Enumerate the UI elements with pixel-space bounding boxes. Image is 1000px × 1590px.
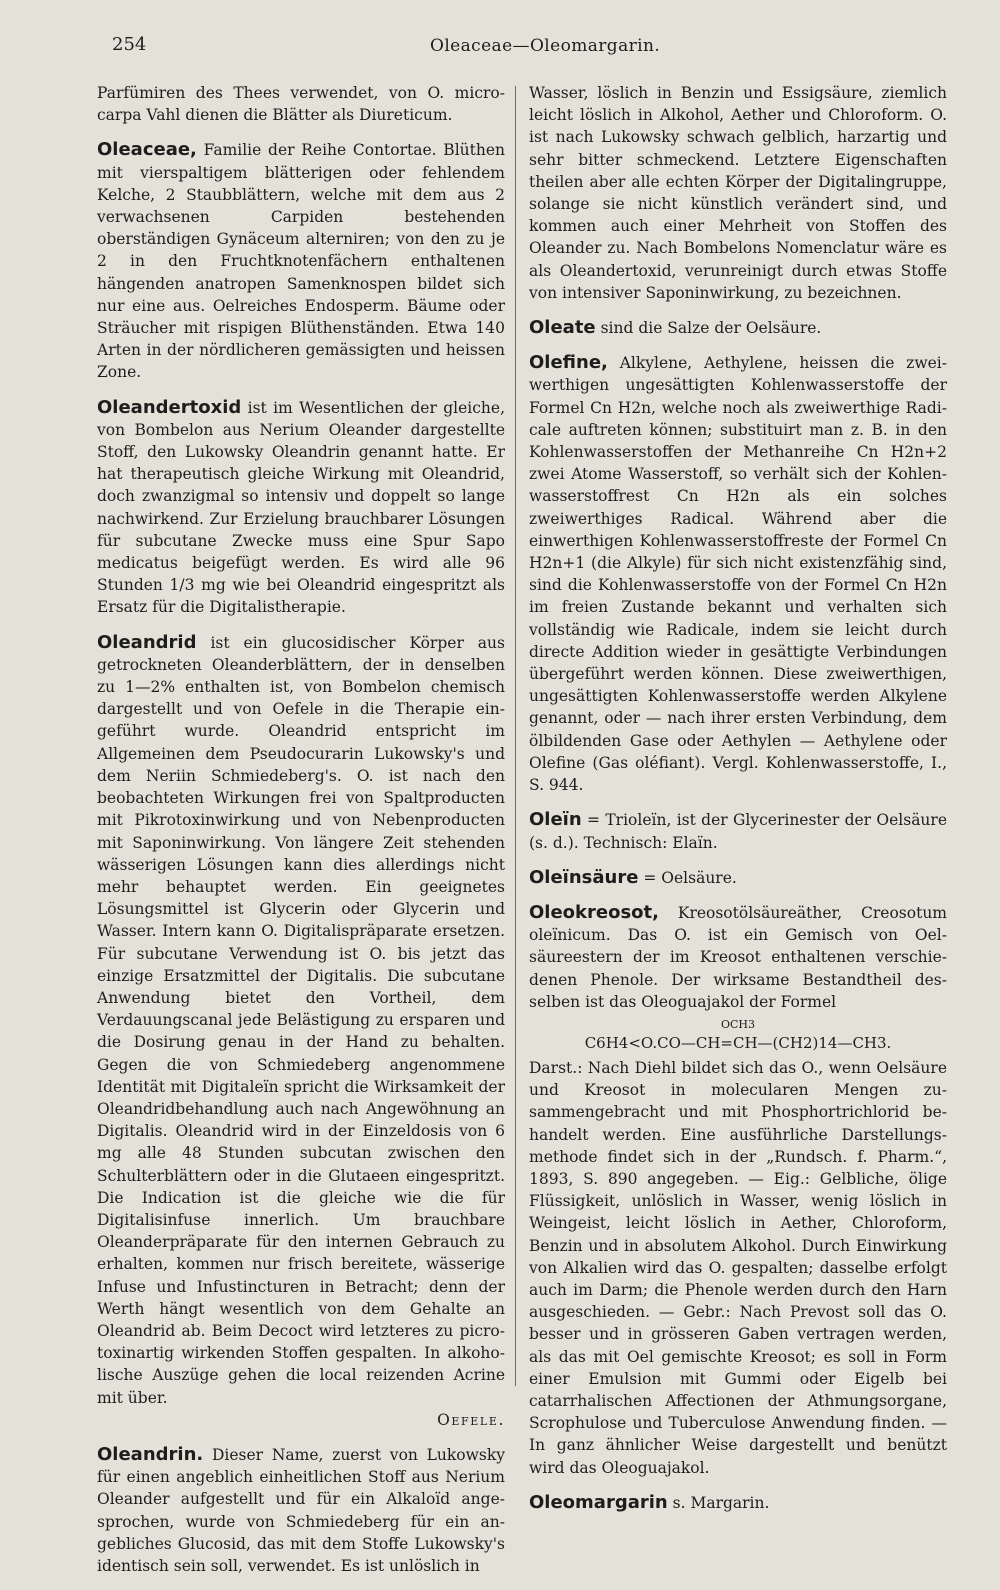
entry-text: = Oelsäure. — [643, 868, 737, 887]
page-header — [0, 34, 1000, 64]
entry-headword: Oleate — [529, 317, 596, 339]
entry-text: sind die Salze der Oelsäure. — [600, 319, 822, 338]
entry-headword: Oleandrid — [97, 631, 197, 653]
entry-oleaceae — [97, 139, 505, 383]
author-signature: Oefele. — [437, 1410, 505, 1429]
entry-text: Darst.: Nach Diehl bildet sich das O., wenn Oelsäure und Kreosot in molecularen Mengen zusammengebracht und mit Phosphortrichlorid behandelt werden. Eine ausführliche Darstellungsmethode findet sich in der „Rundsch. f. Pharm.“, 1893, S. 890 angegeben. — Eig.: Gelbliche, ölige Flüssigkeit, unlöslich in Wasser, wenig löslich in Weingeist, leicht löslich in Aether, Chloroform, Benzin und in absolutem Alkohol. Durch Einwirkung von Alkalien wird das O. gespalten; dasselbe erfolgt auch im Darm; die Phenole werden durch den Harn ausgeschieden. — Gebr.: Nach Prevost soll das O. besser und in grösseren Gaben vertragen werden, als das mit Oel gemischte Kreosot; es soll in Form einer Emulsion mit Gummi oder Eigelb bei catarrhalischen Affectionen der Athmungsorgane, Scrophulose und Tuberculose Anwendung finden. — In ganz ähnlicher Weise dargestellt und benützt wird das Oleoguajakol. — [529, 1058, 947, 1477]
entry-text: Parfümiren des Thees verwendet, von O. microcarpa Vahl dienen die Blätter als Diureticum. — [97, 84, 505, 125]
formula-line-upper: OCH3 — [720, 1017, 756, 1031]
entry-headword: Oleomargarin — [529, 1491, 668, 1513]
entry-text: ist ein glucosidischer Körper aus getrockneten Oleanderblättern, der in denselben zu 1—2% enthalten ist, von Bombelon chemisch dargestellt und von Oefele in die Therapie eingeführt wurde. Oleandrid entspricht im Allgemeinen dem Pseudocurarin Lukowsky's und dem Neriin Schmiedeberg's. O. ist nach den beobachteten Wirkungen frei von Spaltproducten mit Pikrotoxinwirkung und von Nebenproducten mit Saponinwirkung. Von längere Zeit stehenden wässerigen Lösungen kann dies allerdings nicht mehr behauptet werden. Ein geeignetes Lösungsmittel ist Glycerin oder Glycerin und Wasser. Intern kann O. Digitalispräparate ersetzen. Für subcutane Verwendung ist O. bis jetzt das einzige Ersatzmittel der Digitalis. Die subcutane Anwendung bietet den Vortheil, dem Verdauungscanal jede Belästigung zu ersparen und die Dosirung genau in der Hand zu behalten. Gegen die von Schmiedeberg angenommene Identität mit Digitaleïn spricht die Wirksamkeit der Oleandridbehandlung auch nach Angewöhnung an Digitalis. Oleandrid wird in der Einzeldosis von 6 mg alle 48 Stunden subcutan zwischen den Schulterblättern oder in die Glutaeen eingespritzt. Die Indication ist die gleiche wie die für Digitalisinfuse innerlich. Um brauchbare Oleanderpräparate für den internen Gebrauch zu erhalten, kommen nur frisch bereitete, wässerige Infuse und Infustincturen in Betracht; denn der Werth hängt wesentlich von dem Gehalte an Oleandrid ab. Beim Decoct wird letzteres zu picrotoxinartig wirkenden Stoffen gespalten. In alkoholische Auszüge gehen die local reizenden Acrine mit über. — [97, 633, 505, 1407]
entry-olefine — [529, 352, 947, 796]
entry-oleandertoxid — [97, 397, 505, 619]
running-title: Oleaceae—Oleomargarin. — [430, 36, 661, 56]
entry-text: Wasser, löslich in Benzin und Essigsäure, ziemlich leicht löslich in Alkohol, Aether und Chloroform. O. ist nach Lukowsky schwach gelblich, harzartig und sehr bitter schmeckend. Letztere Eigenschaften theilen aber alle echten Körper der Digitalingruppe, solange sie nicht künstlich verändert sind, und kommen auch einer Mehrheit von Stoffen des Oleander zu. Nach Bombelons Nomenclatur wäre es als Oleandertoxid, verunreinigt durch etwas Stoffe von intensiver Saponinwirkung, zu bezeichnen. — [529, 84, 947, 302]
entry-headword: Oleokreosot, — [529, 901, 659, 923]
entry-headword: Oleandertoxid — [97, 396, 242, 418]
entry-headword: Oleïn — [529, 809, 582, 831]
entry-text: Familie der Reihe Contortae. Blüthen mit vierspaltigem blätterigen oder fehlendem Kelche, 2 Staubblättern, welche mit dem aus 2 verwachsenen Carpiden bestehenden oberständigen Gynäceum alterniren; von den zu je 2 in den Fruchtknotenfächern enthaltenen hängenden anatropen Samenknospen bildet sich nur eine aus. Oelreiches Endosperm. Bäume oder Sträucher mit rispigen Blüthenständen. Etwa 140 Arten in der nördlicheren gemässigten und heissen Zone. — [97, 141, 506, 382]
entry-text: = Trioleïn, ist der Glycerinester der Oelsäure (s. d.). Technisch: Elaïn. — [529, 811, 947, 852]
column-divider — [515, 86, 516, 1386]
entry-continuation — [529, 82, 947, 304]
entry-headword: Olefine, — [529, 352, 608, 374]
entry-oleinsaeure — [529, 867, 947, 889]
entry-oleandrid — [97, 632, 505, 1431]
entry-text: Kreosotölsäureäther, Creosotum oleïnicum. Das O. ist ein Gemisch von Oelsäureestern der im Kreosot enthaltenen verschiedenen Phenole. Der wirksame Bestandtheil desselben ist das Oleoguajakol der Formel — [529, 903, 947, 1011]
entry-oleomargarin — [529, 1492, 947, 1514]
page-number: 254 — [112, 34, 147, 55]
entry-headword: Oleaceae, — [97, 139, 197, 161]
entry-text: Dieser Name, zuerst von Lukowsky für einen angeblich einheitlichen Stoff aus Nerium Oleander aufgestellt und für ein Alkaloïd angesprochen, wurde von Schmiedeberg für ein angebliches Glucosid, das mit dem Stoffe Lukowsky's identisch sein soll, verwendet. Es ist unlöslich in — [97, 1445, 505, 1575]
entry-oleandrin — [97, 1444, 505, 1577]
entry-headword: Oleandrin. — [97, 1443, 204, 1465]
left-column — [97, 82, 505, 1590]
right-column — [529, 82, 947, 1527]
entry-headword: Oleïnsäure — [529, 866, 639, 888]
entry-text: ist im Wesentlichen der gleiche, von Bombelon aus Nerium Oleander dargestellte Stoff, den Lukowsky Oleandrin genannt hatte. Er hat therapeutisch gleiche Wirkung mit Oleandrid, doch zwanzigmal so intensiv und doppelt so lange nachwirkend. Zur Erzielung brauchbarer Lösungen für subcutane Zwecke muss eine Spur Sapo medicatus beigefügt werden. Es wird alle 96 Stunden 1/3 mg wie bei Oleandrid eingespritzt als Ersatz für die Digitalistherapie. — [97, 398, 505, 617]
entry-olein — [529, 809, 947, 853]
chemical-formula — [529, 1015, 947, 1053]
entry-continuation — [97, 82, 505, 126]
entry-oleokreosot — [529, 902, 947, 1479]
formula-line-main: C6H4<O.CO—CH=CH—(CH2)14—CH3. — [584, 1033, 892, 1052]
entry-oleate — [529, 317, 947, 339]
entry-text: s. Margarin. — [672, 1493, 770, 1512]
entry-text: Alkylene, Aethylene, heissen die zweiwerthigen ungesättigten Kohlenwasserstoffe der Formel Cn H2n, welche noch als zweiwerthige Radicale auftreten können; substituirt man z. B. in den Kohlenwasserstoffen der Methanreihe Cn H2n+2 zwei Atome Wasserstoff, so verhält sich der Kohlenwasserstoffrest Cn H2n als ein solches zweiwerthiges Radical. Während aber die einwerthigen Kohlenwasserstoffreste der Formel Cn H2n+1 (die Alkyle) für sich nicht existenzfähig sind, sind die Kohlenwasserstoffe von der Formel Cn H2n im freien Zustande bekannt und verhalten sich vollständig wie Radicale, indem sie leicht durch directe Addition wieder in gesättigte Verbindungen übergeführt werden können. Diese zweiwerthigen, ungesättigten Kohlenwasserstoffe werden Alkylene genannt, oder — nach ihrer ersten Verbindung, dem ölbildenden Gase oder Aethylen — Aethylene oder Olefine (Gas oléfiant). Vergl. Kohlenwasserstoffe, I., S. 944. — [529, 354, 948, 795]
